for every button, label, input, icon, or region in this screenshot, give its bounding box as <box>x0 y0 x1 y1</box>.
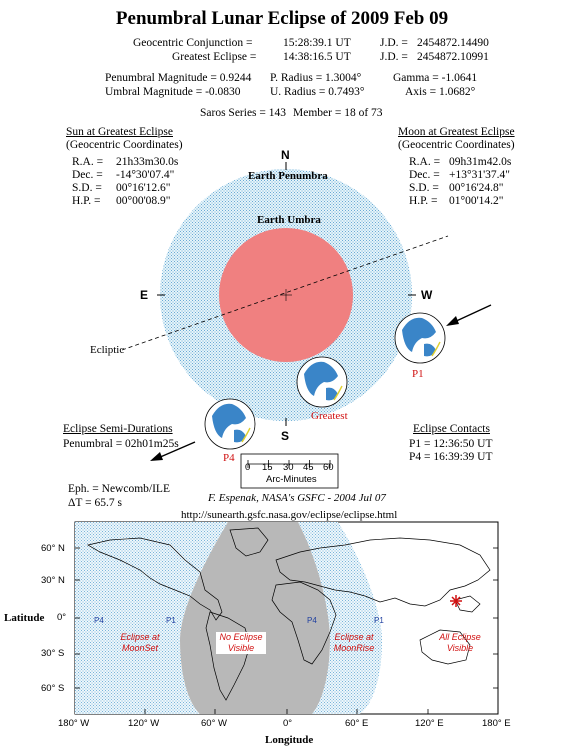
penumbral-radius: P. Radius = 1.3004° <box>270 72 362 84</box>
lat-30s: 30° S <box>41 648 65 659</box>
map-p1-label-west: P1 <box>166 616 176 625</box>
sun-heading: Sun at Greatest Eclipse <box>66 126 173 138</box>
greatest-moon-label: Greatest <box>311 410 348 422</box>
region-no-eclipse-line2: Visible <box>227 643 255 653</box>
lat-30n: 30° N <box>41 575 65 586</box>
contact-p1: P1 = 12:36:50 UT <box>409 438 493 450</box>
saros-member: Member = 18 of 73 <box>293 107 383 119</box>
region-moonset-label <box>110 632 170 654</box>
region-all-eclipse-line1: All Eclipse <box>439 632 481 642</box>
lon-120w: 120° W <box>128 718 160 729</box>
sun-dec-label: Dec. = <box>72 169 103 181</box>
conjunction-label: Geocentric Conjunction = <box>133 37 253 49</box>
region-no-eclipse-label <box>216 632 266 654</box>
contacts-heading: Eclipse Contacts <box>413 423 490 435</box>
delta-t: ΔT = 65.7 s <box>68 497 122 509</box>
conjunction-jd-label: J.D. = <box>380 37 408 49</box>
moon-p4 <box>205 399 255 449</box>
region-all-eclipse-label <box>432 632 488 654</box>
moon-dec-label: Dec. = <box>409 169 440 181</box>
page-title: Penumbral Lunar Eclipse of 2009 Feb 09 <box>115 8 449 29</box>
conjunction-jd: 2454872.14490 <box>417 37 489 49</box>
conjunction-time: 15:28:39.1 UT <box>283 37 351 49</box>
earth-umbra-label: Earth Umbra <box>257 214 321 226</box>
sun-ra: 21h33m30.0s <box>116 156 179 168</box>
scale-unit: Arc-Minutes <box>266 474 317 485</box>
sun-ra-label: R.A. = <box>72 156 104 168</box>
region-moonrise-label <box>324 632 384 654</box>
p1-label: P1 <box>412 368 424 380</box>
ecliptic-label: Ecliptic <box>90 344 125 356</box>
scale-tick-60: 60 <box>323 462 334 473</box>
earth-penumbra-label: Earth Penumbra <box>248 170 328 182</box>
moon-sd: 00°16'24.8" <box>449 182 504 194</box>
ephemeris: Eph. = Newcomb/ILE <box>68 483 170 495</box>
lat-0: 0° <box>57 612 67 623</box>
credit: F. Espenak, NASA's GSFC - 2004 Jul 07 <box>208 492 386 504</box>
greatest-label: Greatest Eclipse = <box>172 51 257 63</box>
greatest-time: 14:38:16.5 UT <box>283 51 351 63</box>
sun-hp: 00°00'08.9" <box>116 195 171 207</box>
lon-60e: 60° E <box>345 718 369 729</box>
sun-hp-label: H.P. = <box>72 195 101 207</box>
moon-greatest <box>297 357 347 407</box>
map-p1-label-east: P1 <box>374 616 384 625</box>
greatest-jd: 2454872.10991 <box>417 51 489 63</box>
map-p4-label-east: P4 <box>307 616 317 625</box>
lat-60n: 60° N <box>41 543 65 554</box>
penumbral-duration: Penumbral = 02h01m25s <box>63 438 179 450</box>
moon-subheading: (Geocentric Coordinates) <box>398 139 515 151</box>
lon-180e: 180° E <box>482 718 511 729</box>
moon-dec: +13°31'37.4" <box>449 169 510 181</box>
moon-hp-label: H.P. = <box>409 195 438 207</box>
sun-sd: 00°16'12.6" <box>116 182 171 194</box>
source-url[interactable]: http://sunearth.gsfc.nasa.gov/eclipse/eclipse.html <box>181 509 398 521</box>
p4-label: P4 <box>223 452 235 464</box>
latitude-axis-label: Latitude <box>4 612 45 624</box>
lon-60w: 60° W <box>201 718 227 729</box>
sun-dec: -14°30'07.4" <box>116 169 175 181</box>
scale-tick-15: 15 <box>262 462 273 473</box>
lon-120e: 120° E <box>415 718 444 729</box>
scale-tick-45: 45 <box>303 462 314 473</box>
moon-ra: 09h31m42.0s <box>449 156 512 168</box>
longitude-axis-label: Longitude <box>265 734 314 746</box>
sun-subheading: (Geocentric Coordinates) <box>66 139 183 151</box>
region-moonset-line2: MoonSet <box>121 643 159 653</box>
region-all-eclipse-line2: Visible <box>446 643 474 653</box>
region-moonset-line1: Eclipse at <box>120 632 160 642</box>
south-label: S <box>281 429 290 443</box>
map-p4-label: P4 <box>94 616 104 625</box>
saros-series: Saros Series = 143 <box>200 107 287 119</box>
semi-durations-heading: Eclipse Semi-Durations <box>63 423 173 435</box>
gamma: Gamma = -1.0641 <box>393 72 478 84</box>
lat-60s: 60° S <box>41 683 65 694</box>
penumbral-magnitude: Penumbral Magnitude = 0.9244 <box>105 72 252 84</box>
moon-p1 <box>395 313 445 363</box>
arrow-entry <box>446 305 491 326</box>
scale-tick-30: 30 <box>283 462 294 473</box>
moon-heading: Moon at Greatest Eclipse <box>398 126 515 138</box>
moon-hp: 01°00'14.2" <box>449 195 504 207</box>
region-moonrise-line2: MoonRise <box>333 643 375 653</box>
axis: Axis = 1.0682° <box>405 86 476 98</box>
west-label: W <box>421 288 433 302</box>
lon-0: 0° <box>283 718 293 729</box>
umbral-radius: U. Radius = 0.7493° <box>270 86 365 98</box>
scale-tick-0: 0 <box>245 462 251 473</box>
moon-ra-label: R.A. = <box>409 156 441 168</box>
contact-p4: P4 = 16:39:39 UT <box>409 451 493 463</box>
umbral-magnitude: Umbral Magnitude = -0.0830 <box>105 86 241 98</box>
sun-sd-label: S.D. = <box>72 182 102 194</box>
greatest-jd-label: J.D. = <box>380 51 408 63</box>
lon-180w: 180° W <box>58 718 90 729</box>
north-label: N <box>281 148 290 162</box>
moon-sd-label: S.D. = <box>409 182 439 194</box>
region-moonrise-line1: Eclipse at <box>334 632 374 642</box>
region-no-eclipse-line1: No Eclipse <box>219 632 263 642</box>
east-label: E <box>140 288 149 302</box>
